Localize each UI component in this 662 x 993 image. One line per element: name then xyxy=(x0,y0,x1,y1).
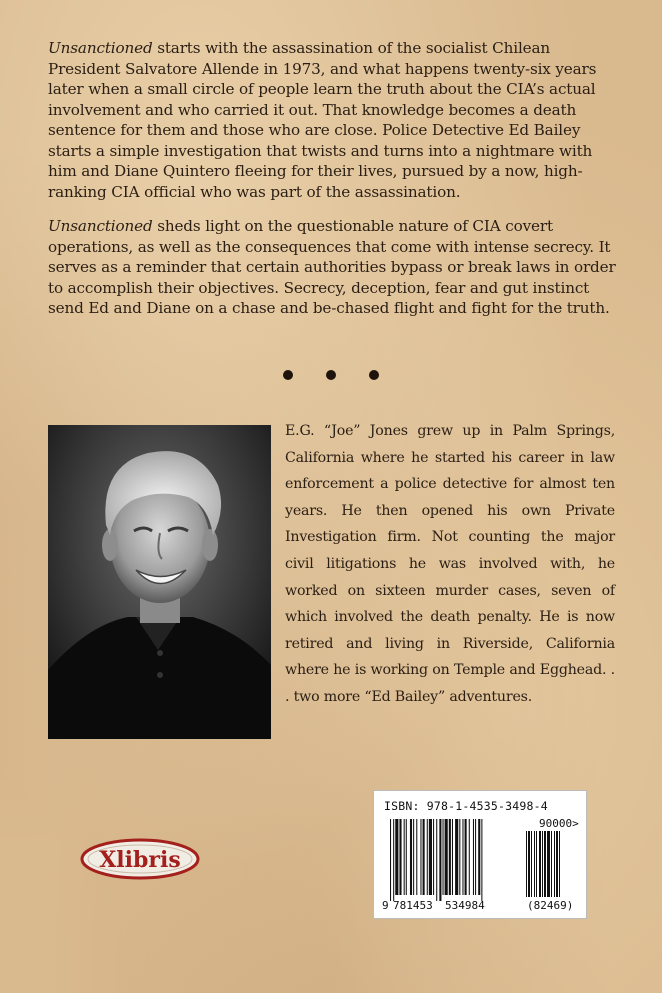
barcode-graphic xyxy=(380,815,580,913)
addon-bar xyxy=(551,831,552,897)
addon-bar xyxy=(539,831,541,897)
addon-bar xyxy=(536,831,537,897)
barcode-bar xyxy=(393,819,394,901)
barcode-bar xyxy=(416,819,417,895)
barcode-bar xyxy=(443,819,444,895)
isbn-barcode xyxy=(373,790,587,919)
barcode-bar xyxy=(445,819,448,895)
barcode-bar xyxy=(455,819,458,895)
addon-bar xyxy=(542,831,543,897)
barcode-bar xyxy=(410,819,412,895)
barcode-bar xyxy=(427,819,428,895)
synopsis-paragraph-1 xyxy=(48,38,618,202)
section-divider xyxy=(0,370,662,380)
barcode-bar xyxy=(433,819,434,895)
synopsis-text: sheds light on the questionable nature of CIA covert operations, as well as the consequences that come with intense secrecy. It serves as a reminder that certain authorities bypass or break laws in order to accomplish their objectives. Secrecy, deception, fear and gut instinct send Ed and Diane on a chase and be-chased flight and fight for the truth. xyxy=(48,217,616,317)
barcode-bar xyxy=(481,819,482,901)
synopsis xyxy=(48,38,618,333)
barcode-bar xyxy=(452,819,453,895)
synopsis-paragraph-2 xyxy=(48,216,618,319)
synopsis-text: starts with the assassination of the socialist Chilean President Salvatore Allende in 1973, and what happens twenty-six years later when a small circle of people learn the truth about the CIA’s actual involvement and who carried it out. That knowledge becomes a death sentence for them and those who are close. Police Detective Ed Bailey starts a simple investigation that twists and turns into a nightmare with him and Diane Quintero fleeing for their lives, pursued by a now, high-ranking CIA official who was part of the assassination. xyxy=(48,39,597,201)
addon-number: (82469) xyxy=(527,899,574,912)
ean-left-digits: 781453 xyxy=(393,899,433,912)
barcode-bar xyxy=(475,819,476,895)
ean-first-digit: 9 xyxy=(382,899,389,912)
barcode-bar xyxy=(413,819,414,895)
barcode-bar xyxy=(423,819,425,895)
barcode-bar xyxy=(462,819,463,895)
barcode-bar xyxy=(439,819,441,901)
barcode-bar xyxy=(459,819,460,895)
addon-bar xyxy=(556,831,558,897)
addon-bar xyxy=(534,831,535,897)
addon-bar xyxy=(547,831,550,897)
barcode-bar xyxy=(469,819,470,895)
barcode-bar xyxy=(429,819,432,895)
addon-bar xyxy=(559,831,560,897)
addon-bar xyxy=(526,831,527,897)
author-portrait-illustration xyxy=(48,425,271,739)
barcode-bar xyxy=(404,819,405,895)
divider-dot xyxy=(283,370,293,380)
barcode-bar xyxy=(399,819,401,895)
barcode-bar xyxy=(420,819,421,895)
barcode-bar xyxy=(449,819,451,895)
barcode-bar xyxy=(395,819,398,895)
book-title-italic: Unsanctioned xyxy=(48,217,153,235)
addon-bar xyxy=(528,831,530,897)
divider-dot xyxy=(369,370,379,380)
author-bio: E.G. “Joe” Jones grew up in Palm Springs, California where he started his career in law enforcement a police detective for almost ten years. He then opened his own Private Investigation firm. Not counting the major civil litigations he was involved with, he worked on sixteen murder cases, seven of which involved the death penalty. He is now retired and living in Riverside, California where he is working on Temple and Egghead. . . two more “Ed Bailey” adventures. xyxy=(285,423,615,705)
xlibris-logo xyxy=(78,836,202,882)
logo-wordmark: Xlibris xyxy=(99,847,181,873)
author-photo xyxy=(48,425,271,739)
addon-bar xyxy=(544,831,546,897)
book-title-italic: Unsanctioned xyxy=(48,39,153,57)
barcode-bar xyxy=(473,819,474,895)
xlibris-logo-graphic xyxy=(78,836,202,882)
barcode-bar xyxy=(478,819,480,895)
addon-bar xyxy=(531,831,532,897)
barcode-bar xyxy=(465,819,467,895)
addon-bar xyxy=(554,831,555,897)
barcode-bar xyxy=(390,819,391,901)
ean-right-digits: 534984 xyxy=(445,899,485,912)
barcode-bar xyxy=(436,819,437,901)
price-code: 90000> xyxy=(539,817,579,830)
barcode-bar xyxy=(406,819,407,895)
isbn-label: ISBN: 978-1-4535-3498-4 xyxy=(384,799,548,813)
divider-dot xyxy=(326,370,336,380)
barcode-bars xyxy=(390,819,560,901)
